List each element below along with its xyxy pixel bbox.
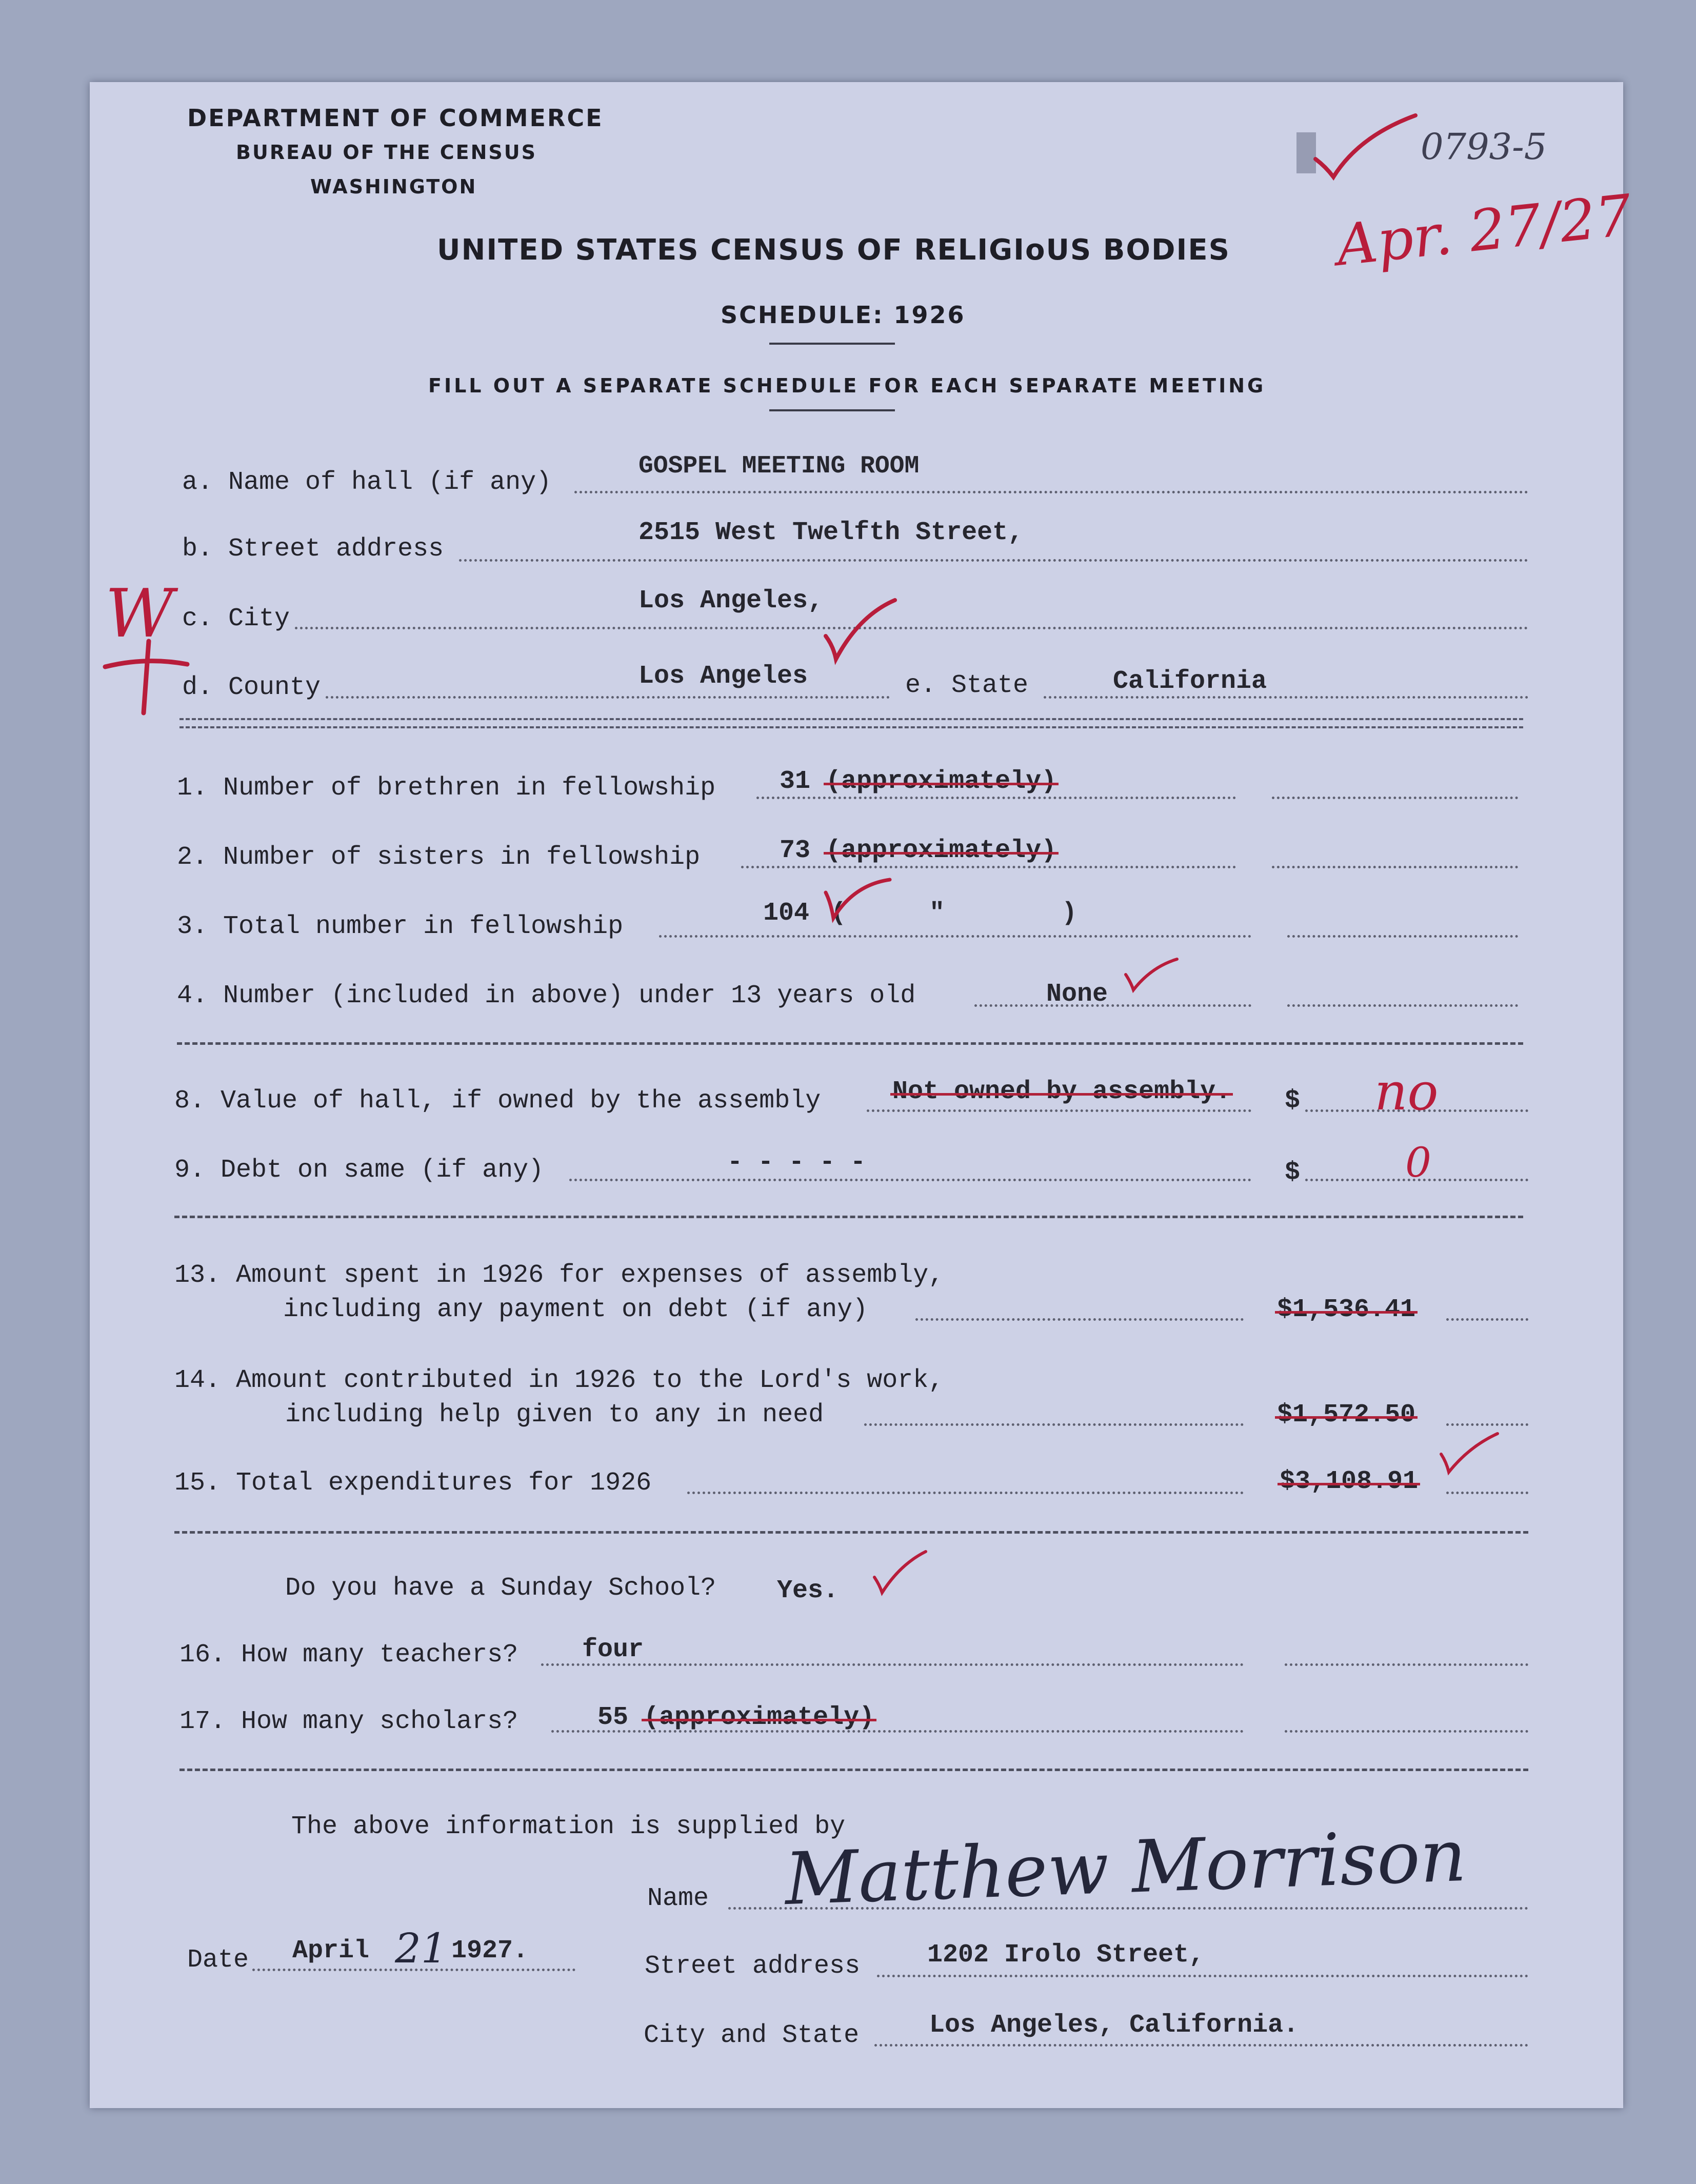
schedule-underline — [769, 343, 895, 345]
q17-number: 55 — [597, 1703, 629, 1732]
section-divider — [177, 1042, 1523, 1045]
form-title: UNITED STATES CENSUS OF RELIGIoUS BODIES — [437, 233, 1230, 267]
supplier-street-value: 1202 Irolo Street, — [927, 1940, 1205, 1970]
section-divider — [179, 1769, 1528, 1771]
city-label: c. City — [182, 604, 290, 633]
checkmark-icon — [872, 1549, 928, 1595]
supplier-city-line — [874, 2044, 1528, 2047]
q14-amount: $1,572.50 — [1277, 1400, 1416, 1429]
q16-line-extra — [1285, 1663, 1528, 1666]
date-year: 1927. — [451, 1936, 529, 1965]
q15-amount: $3,108.91 — [1280, 1467, 1419, 1496]
q17-line-extra — [1285, 1730, 1528, 1733]
q14-label-line1: 14. Amount contributed in 1926 to the Lord's work, — [174, 1366, 944, 1395]
hall-value: GOSPEL MEETING ROOM — [639, 452, 920, 480]
q2-number: 73 — [780, 836, 811, 865]
date-month: April — [292, 1936, 370, 1965]
q4-line — [974, 1004, 1251, 1007]
margin-cross-icon — [100, 636, 192, 718]
q13-line — [915, 1318, 1244, 1321]
county-value: Los Angeles — [639, 662, 808, 691]
q1-line-extra — [1272, 797, 1518, 799]
q3-paren-close: ) — [1062, 899, 1078, 928]
q4-label: 4. Number (included in above) under 13 years old — [177, 981, 916, 1010]
street-line — [459, 559, 1528, 562]
supplier-city-value: Los Angeles, California. — [929, 2011, 1299, 2040]
checkmark-icon — [1313, 110, 1421, 187]
sunday-school-question: Do you have a Sunday School? — [285, 1574, 716, 1603]
street-value: 2515 West Twelfth Street, — [639, 518, 1024, 547]
county-line — [326, 696, 890, 699]
q4-value: None — [1046, 980, 1108, 1009]
q3-line — [659, 935, 1251, 938]
q16-value: four — [582, 1635, 644, 1664]
checkmark-icon — [823, 595, 900, 667]
street-label: b. Street address — [182, 534, 444, 564]
state-label: e. State — [905, 671, 1029, 700]
section-divider — [174, 1216, 1523, 1218]
q9-value: - - - - - — [727, 1148, 866, 1177]
q13-label-line2: including any payment on debt (if any) — [283, 1295, 868, 1324]
signature: Matthew Morrison — [783, 1814, 1468, 1922]
margin-code: W — [105, 574, 174, 652]
state-line — [1044, 696, 1528, 699]
city-value: Los Angeles, — [639, 586, 824, 616]
q2-line — [741, 866, 1236, 868]
q14-line — [864, 1423, 1244, 1426]
file-number: 0793-5 — [1421, 126, 1547, 168]
hall-label: a. Name of hall (if any) — [182, 468, 552, 497]
supplier-intro: The above information is supplied by — [291, 1812, 846, 1841]
section-divider — [179, 718, 1523, 728]
q15-line — [687, 1492, 1244, 1494]
q15-label: 15. Total expenditures for 1926 — [174, 1468, 652, 1498]
q8-struck-note: Not owned by assembly. — [892, 1077, 1231, 1106]
q3-value: 104 — [763, 899, 810, 928]
q8-currency: $ — [1285, 1086, 1301, 1116]
q2-struck-note: (approximately) — [826, 836, 1057, 865]
supplier-street-label: Street address — [645, 1952, 861, 1981]
checkmark-icon — [1439, 1431, 1500, 1477]
q9-line — [569, 1179, 1251, 1181]
checkmark-icon — [823, 872, 895, 923]
q16-line — [541, 1663, 1244, 1666]
supplier-city-label: City and State — [644, 2021, 860, 2050]
q17-label: 17. How many scholars? — [179, 1707, 518, 1736]
debt-note: 0 — [1405, 1139, 1431, 1186]
q2-line-extra — [1272, 866, 1518, 868]
q9-label: 9. Debt on same (if any) — [174, 1156, 544, 1185]
city-heading: WASHINGTON — [310, 175, 477, 198]
q8-label: 8. Value of hall, if owned by the assembly — [174, 1086, 821, 1116]
section-divider — [174, 1531, 1528, 1534]
q13-amount: $1,536.41 — [1277, 1295, 1416, 1324]
sunday-school-answer: Yes. — [777, 1576, 839, 1605]
q13-amount-line — [1446, 1318, 1528, 1321]
q1-label: 1. Number of brethren in fellowship — [177, 773, 716, 803]
q13-value — [1277, 1295, 1415, 1324]
q17-value — [597, 1703, 874, 1732]
supplier-street-line — [877, 1975, 1528, 1977]
q1-line — [756, 797, 1236, 799]
q1-value — [780, 767, 1056, 796]
q17-struck-note: (approximately) — [644, 1703, 875, 1732]
value-of-hall-note: no — [1374, 1062, 1439, 1122]
q9-currency: $ — [1285, 1158, 1301, 1187]
q14-value — [1277, 1400, 1415, 1429]
date-day: 21 — [395, 1924, 447, 1972]
q1-number: 31 — [780, 767, 811, 796]
hall-line — [574, 491, 1528, 493]
received-date: Apr. 27/27 — [1333, 182, 1635, 279]
department-heading: DEPARTMENT OF COMMERCE — [187, 104, 604, 132]
q2-value — [780, 836, 1056, 865]
q8-value — [892, 1077, 1231, 1106]
q1-struck-note: (approximately) — [826, 767, 1057, 796]
q2-label: 2. Number of sisters in fellowship — [177, 843, 701, 872]
date-label: Date — [187, 1945, 249, 1975]
county-label: d. County — [182, 673, 321, 702]
instruction-underline — [769, 409, 895, 411]
q15-value — [1280, 1467, 1418, 1496]
q3-ditto: " — [929, 899, 945, 928]
schedule-heading: SCHEDULE: 1926 — [721, 301, 966, 329]
q3-paren-open: ( — [831, 899, 847, 928]
city-line — [295, 627, 1528, 629]
name-label: Name — [647, 1884, 709, 1913]
state-value: California — [1113, 667, 1267, 696]
q4-line-extra — [1287, 1004, 1518, 1007]
q3-label: 3. Total number in fellowship — [177, 912, 624, 941]
q13-label-line1: 13. Amount spent in 1926 for expenses of assembly, — [174, 1261, 944, 1290]
q14-label-line2: including help given to any in need — [285, 1400, 824, 1429]
q15-amount-line — [1446, 1492, 1528, 1494]
checkmark-icon — [1123, 954, 1180, 995]
q3-line-extra — [1287, 935, 1518, 938]
q16-label: 16. How many teachers? — [179, 1640, 518, 1670]
instruction-text: FILL OUT A SEPARATE SCHEDULE FOR EACH SEPARATE MEETING — [428, 374, 1266, 397]
q14-amount-line — [1446, 1423, 1528, 1426]
bureau-heading: BUREAU OF THE CENSUS — [236, 141, 537, 164]
q8-line — [867, 1109, 1251, 1112]
